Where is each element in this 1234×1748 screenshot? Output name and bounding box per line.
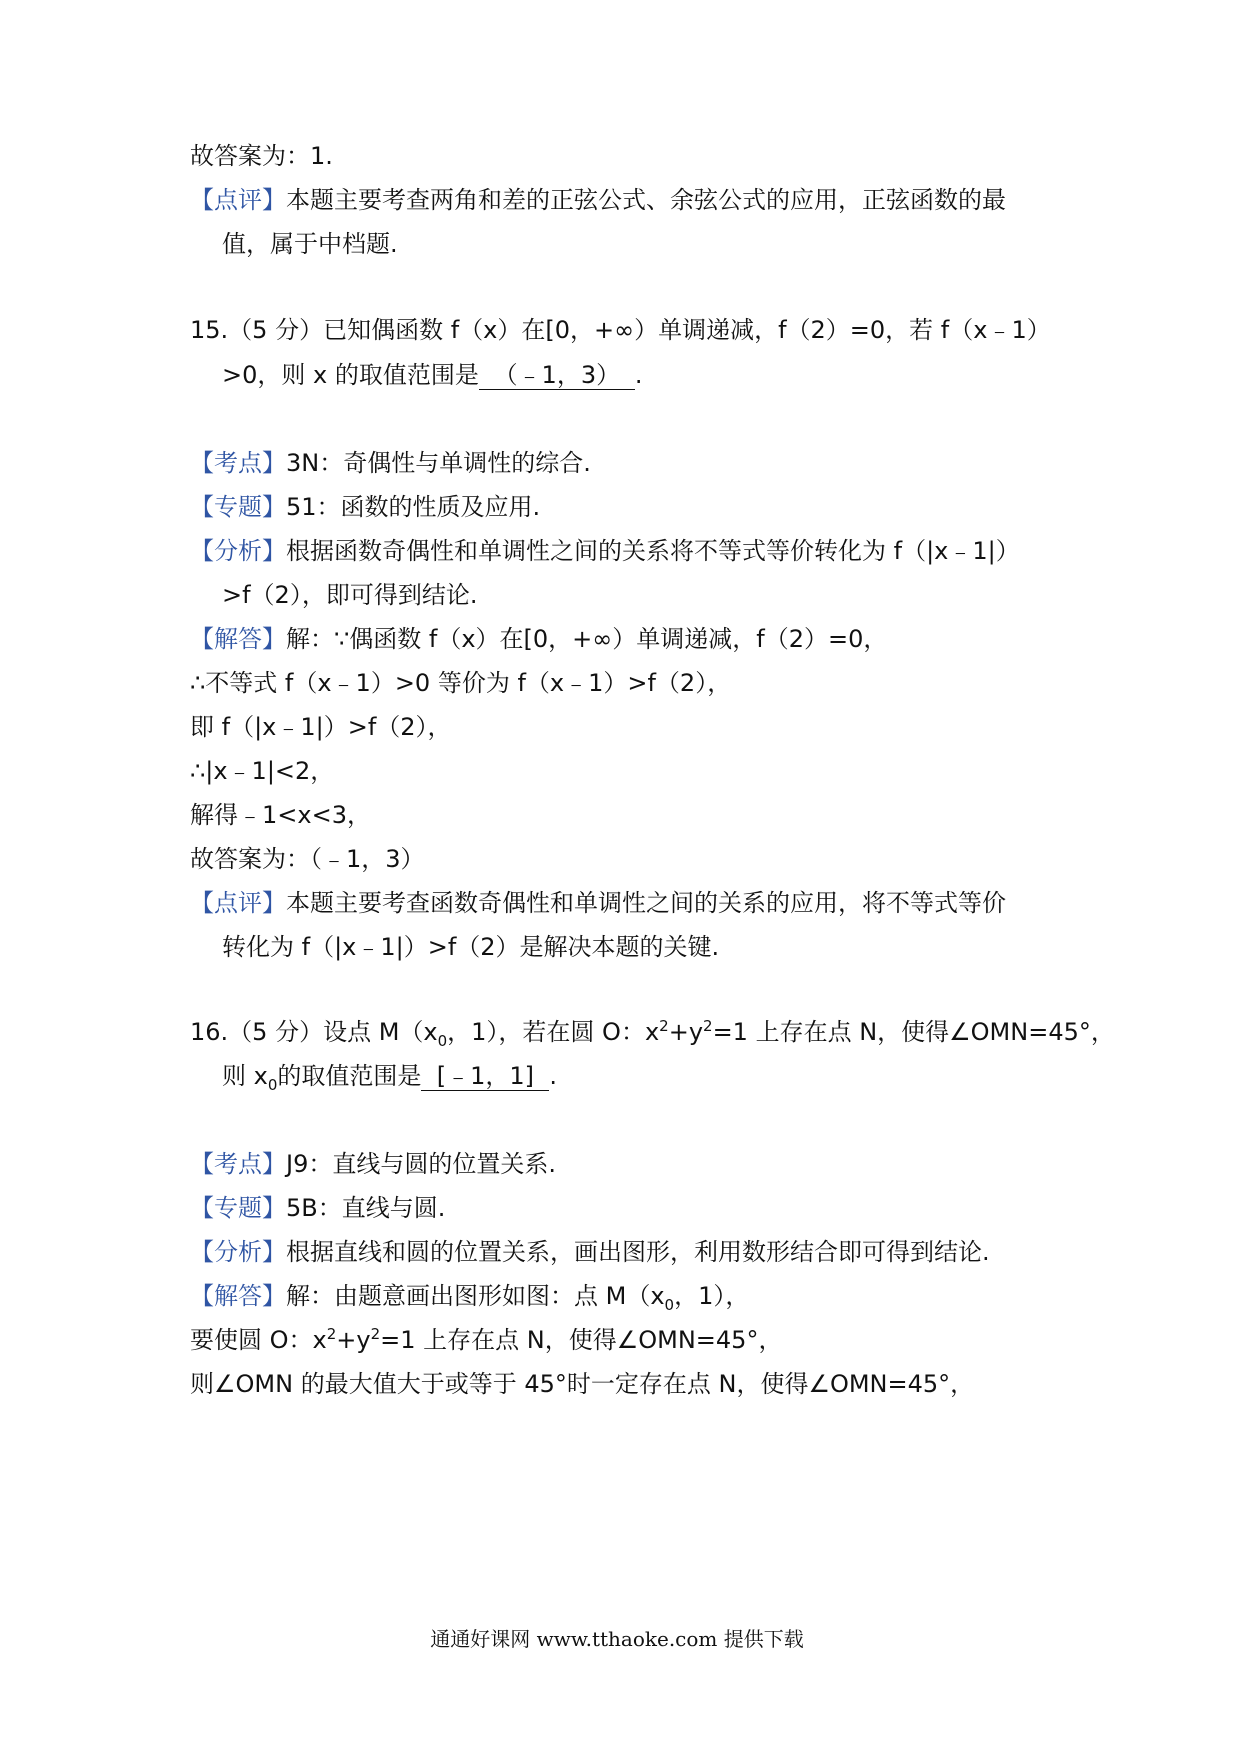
solution-step: 故答案为：（﹣1，3） (190, 845, 425, 873)
dianping-line-cont: 转化为 f（|x﹣1|）>f（2）是解决本题的关键. (222, 933, 720, 961)
jieda-text: 解：∵偶函数 f（x）在[0，+∞）单调递减，f（2）=0， (286, 625, 888, 653)
tag-jieda: 【解答】 (190, 1282, 286, 1310)
tag-zhuanti: 【专题】 (190, 1194, 286, 1222)
step-text: +y (336, 1326, 371, 1354)
stem-text: >0，则 x 的取值范围是 (222, 361, 479, 389)
solution-step: ∴不等式 f（x﹣1）>0 等价为 f（x﹣1）>f（2）， (190, 669, 732, 697)
superscript: 2 (326, 1325, 337, 1343)
fenxi-text: 根据函数奇偶性和单调性之间的关系将不等式等价转化为 f（|x﹣1|） (286, 537, 1020, 565)
fenxi-text: 根据直线和圆的位置关系，画出图形，利用数形结合即可得到结论. (286, 1238, 990, 1266)
stem-text: 16.（5 分）设点 M（x (190, 1018, 438, 1046)
fenxi-line-cont: >f（2），即可得到结论. (222, 581, 478, 609)
jieda-line (190, 623, 887, 655)
tag-fenxi: 【分析】 (190, 537, 286, 565)
tag-dianping: 【点评】 (190, 889, 286, 917)
zhuanti-line (190, 1192, 445, 1224)
answer-blank: （﹣1，3） (479, 361, 635, 390)
solution-step: ∴|x﹣1|<2， (190, 757, 335, 785)
solution-step: 则∠OMN 的最大值大于或等于 45°时一定存在点 N，使得∠OMN=45°， (190, 1370, 975, 1398)
jieda-text: 解：由题意画出图形如图：点 M（x (286, 1282, 665, 1310)
subscript: 0 (267, 1075, 278, 1094)
tag-fenxi: 【分析】 (190, 1238, 286, 1266)
stem-text: 的取值范围是 (277, 1062, 422, 1090)
tag-kaodian: 【考点】 (190, 1150, 286, 1178)
superscript: 2 (703, 1017, 713, 1035)
kaodian-line (190, 447, 591, 479)
question-15-stem: 15.（5 分）已知偶函数 f（x）在[0，+∞）单调递减，f（2）=0，若 f（x﹣1） (190, 316, 1051, 344)
zhuanti-line (190, 491, 540, 523)
question-16-stem-cont (222, 1060, 557, 1092)
kaodian-text: J9：直线与圆的位置关系. (286, 1150, 556, 1178)
stem-text: 则 x (222, 1062, 268, 1090)
solution-step: 解得﹣1<x<3， (190, 801, 371, 829)
review-text: 本题主要考查两角和差的正弦公式、余弦公式的应用，正弦函数的最 (286, 186, 1006, 214)
question-15-stem-cont (222, 359, 642, 391)
step-text: 要使圆 O：x (190, 1326, 327, 1354)
tag-zhuanti: 【专题】 (190, 493, 286, 521)
review-line-cont: 值，属于中档题. (222, 230, 398, 258)
superscript: 2 (370, 1325, 381, 1343)
stem-end: . (634, 361, 643, 389)
fenxi-line (190, 1236, 990, 1268)
stem-text: +y (668, 1018, 704, 1046)
dianping-line (190, 887, 1006, 919)
answer-blank: [﹣1，1] (421, 1062, 549, 1091)
step-text: =1 上存在点 N，使得∠OMN=45°， (380, 1326, 783, 1354)
subscript: 0 (437, 1031, 448, 1050)
solution-step: 即 f（|x﹣1|）>f（2）， (190, 713, 452, 741)
jieda-text: ，1）， (674, 1282, 750, 1310)
fenxi-line (190, 535, 1020, 567)
kaodian-text: 3N：奇偶性与单调性的综合. (286, 449, 591, 477)
tag-review: 【点评】 (190, 186, 286, 214)
jieda-line (190, 1280, 749, 1312)
page-footer: 通通好课网 www.tthaoke.com 提供下载 (430, 1627, 804, 1651)
answer-line: 故答案为：1. (190, 142, 333, 170)
question-16-stem (190, 1016, 1115, 1048)
dianping-text: 本题主要考查函数奇偶性和单调性之间的关系的应用，将不等式等价 (286, 889, 1006, 917)
zhuanti-text: 51：函数的性质及应用. (286, 493, 541, 521)
stem-end: . (549, 1062, 558, 1090)
tag-kaodian: 【考点】 (190, 449, 286, 477)
tag-jieda: 【解答】 (190, 625, 286, 653)
zhuanti-text: 5B：直线与圆. (286, 1194, 446, 1222)
stem-text: ，1），若在圆 O：x (447, 1018, 660, 1046)
review-line (190, 184, 1006, 216)
superscript: 2 (659, 1017, 669, 1035)
solution-step (190, 1324, 782, 1356)
kaodian-line (190, 1148, 556, 1180)
subscript: 0 (664, 1295, 675, 1314)
stem-text: =1 上存在点 N，使得∠OMN=45°， (712, 1018, 1115, 1046)
